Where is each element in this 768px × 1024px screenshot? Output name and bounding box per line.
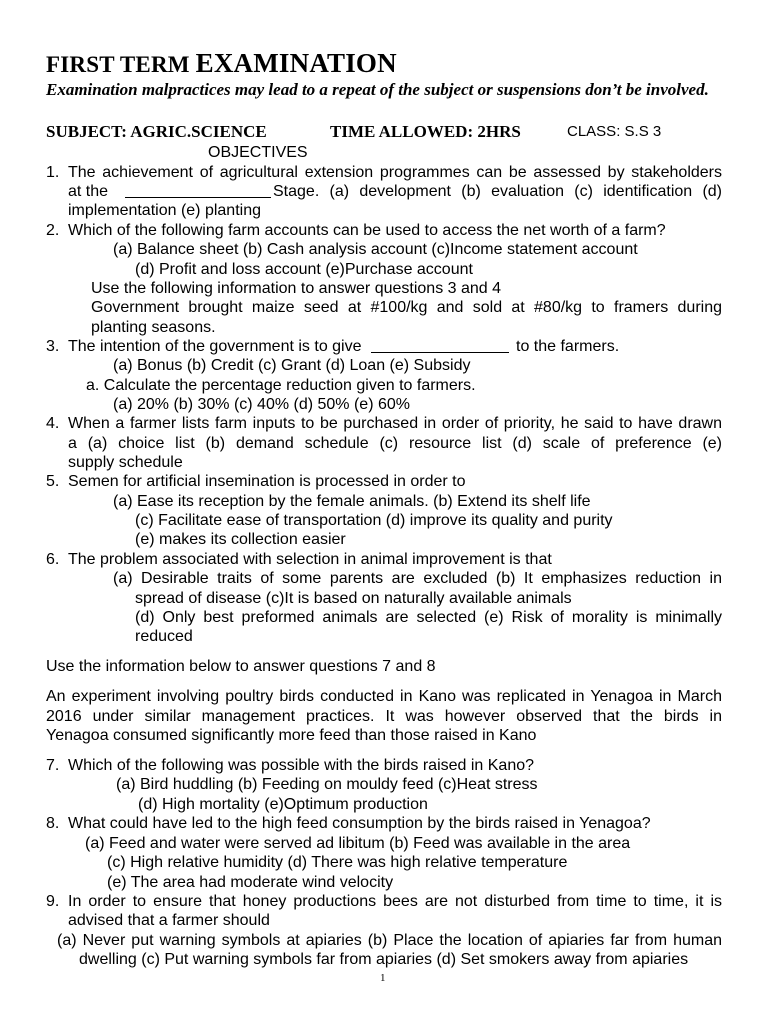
question-7-line-1: Which of the following was possible with the birds raised in Kano?: [68, 757, 535, 774]
class-label: CLASS: S.S 3: [567, 123, 662, 140]
question-9-line-2: advised that a farmer should: [68, 912, 270, 929]
answer-blank: [125, 183, 271, 198]
question-7-options-1: (a) Bird huddling (b) Feeding on mouldy feed (c)Heat stress: [116, 776, 538, 793]
info-7-8-line-1: An experiment involving poultry birds conducted in Kano was replicated in Yenagoa in March: [46, 688, 722, 705]
question-8-line-1: What could have led to the high feed consumption by the birds raised in Yenagoa?: [68, 815, 651, 832]
question-5-options-1: (a) Ease its reception by the female animals. (b) Extend its shelf life: [113, 493, 591, 510]
question-3a-stem: a. Calculate the percentage reduction given to farmers.: [86, 377, 476, 394]
question-5-options-3: (e) makes its collection easier: [135, 531, 346, 548]
question-4-line-3: supply schedule: [68, 454, 183, 471]
question-5-options-2: (c) Facilitate ease of transportation (d) improve its quality and purity: [135, 512, 613, 529]
subject-label: SUBJECT: AGRIC.SCIENCE: [46, 122, 267, 141]
question-8-options-2: (c) High relative humidity (d) There was high relative temperature: [107, 854, 568, 871]
time-allowed-label: TIME ALLOWED: 2HRS: [330, 122, 521, 141]
question-3-options: (a) Bonus (b) Credit (c) Grant (d) Loan (e) Subsidy: [113, 357, 471, 374]
question-3-line-1b: to the farmers.: [516, 338, 620, 355]
question-5-line-1: Semen for artificial insemination is processed in order to: [68, 473, 466, 490]
question-6-line-1: The problem associated with selection in animal improvement is that: [68, 551, 552, 568]
question-number: 1.: [46, 164, 60, 181]
question-number: 4.: [46, 415, 60, 432]
question-1-line-2a: at the: [68, 183, 109, 200]
question-7-options-2: (d) High mortality (e)Optimum production: [138, 796, 428, 813]
question-6-options-2: spread of disease (c)It is based on naturally available animals: [135, 590, 572, 607]
question-4-line-2: a (a) choice list (b) demand schedule (c) resource list (d) scale of preference (e): [68, 435, 722, 452]
info-7-8-line-3: Yenagoa consumed significantly more feed than those raised in Kano: [46, 727, 537, 744]
section-heading: OBJECTIVES: [208, 144, 308, 161]
question-number: 2.: [46, 222, 60, 239]
title-part-1: FIRST TERM: [46, 52, 196, 77]
info-3-4-intro: Use the following information to answer questions 3 and 4: [91, 280, 502, 297]
question-9-options-2: dwelling (c) Put warning symbols far from apiaries (d) Set smokers away from apiaries: [79, 951, 689, 968]
question-1-line-2b: Stage. (a) development (b) evaluation (c) identification (d): [273, 183, 722, 200]
question-number: 5.: [46, 473, 60, 490]
question-8-options-1: (a) Feed and water were served ad libitum (b) Feed was available in the area: [85, 835, 631, 852]
question-3-line-1a: The intention of the government is to give: [68, 338, 362, 355]
question-8-options-3: (e) The area had moderate wind velocity: [107, 874, 394, 891]
question-6-options-3: (d) Only best preformed animals are selected (e) Risk of morality is minimally: [135, 609, 722, 626]
answer-blank: [371, 338, 509, 353]
question-9-options-1: (a) Never put warning symbols at apiaries (b) Place the location of apiaries far from human: [57, 932, 722, 949]
info-7-8-line-2: 2016 under similar management practices. It was however observed that the birds in: [46, 708, 722, 725]
question-4-line-1: When a farmer lists farm inputs to be purchased in order of priority, he said to have drawn: [68, 415, 722, 432]
question-1-line-3: implementation (e) planting: [68, 202, 261, 219]
question-2-options-1: (a) Balance sheet (b) Cash analysis account (c)Income statement account: [113, 241, 638, 258]
title-part-2: EXAMINATION: [195, 48, 397, 78]
question-2-line-1: Which of the following farm accounts can be used to access the net worth of a farm?: [68, 222, 666, 239]
question-number: 8.: [46, 815, 60, 832]
question-2-options-2: (d) Profit and loss account (e)Purchase account: [135, 261, 473, 278]
question-9-line-1: In order to ensure that honey productions bees are not disturbed from time to time, it is: [68, 893, 722, 910]
page-number: 1: [380, 972, 386, 984]
malpractice-warning: Examination malpractices may lead to a repeat of the subject or suspensions don’t be involved.: [46, 80, 709, 99]
question-number: 9.: [46, 893, 60, 910]
info-3-4-line-1: Government brought maize seed at #100/kg and sold at #80/kg to framers during: [91, 299, 722, 316]
info-3-4-line-2: planting seasons.: [91, 319, 216, 336]
question-number: 7.: [46, 757, 60, 774]
question-6-options-4: reduced: [135, 628, 193, 645]
question-6-options-1: (a) Desirable traits of some parents are excluded (b) It emphasizes reduction in: [113, 570, 722, 587]
page-title: [46, 48, 397, 79]
info-7-8-intro: Use the information below to answer questions 7 and 8: [46, 658, 436, 675]
question-number: 3.: [46, 338, 60, 355]
question-3a-options: (a) 20% (b) 30% (c) 40% (d) 50% (e) 60%: [113, 396, 410, 413]
question-1-line-1: The achievement of agricultural extension programmes can be assessed by stakeholders: [68, 164, 722, 181]
question-number: 6.: [46, 551, 60, 568]
